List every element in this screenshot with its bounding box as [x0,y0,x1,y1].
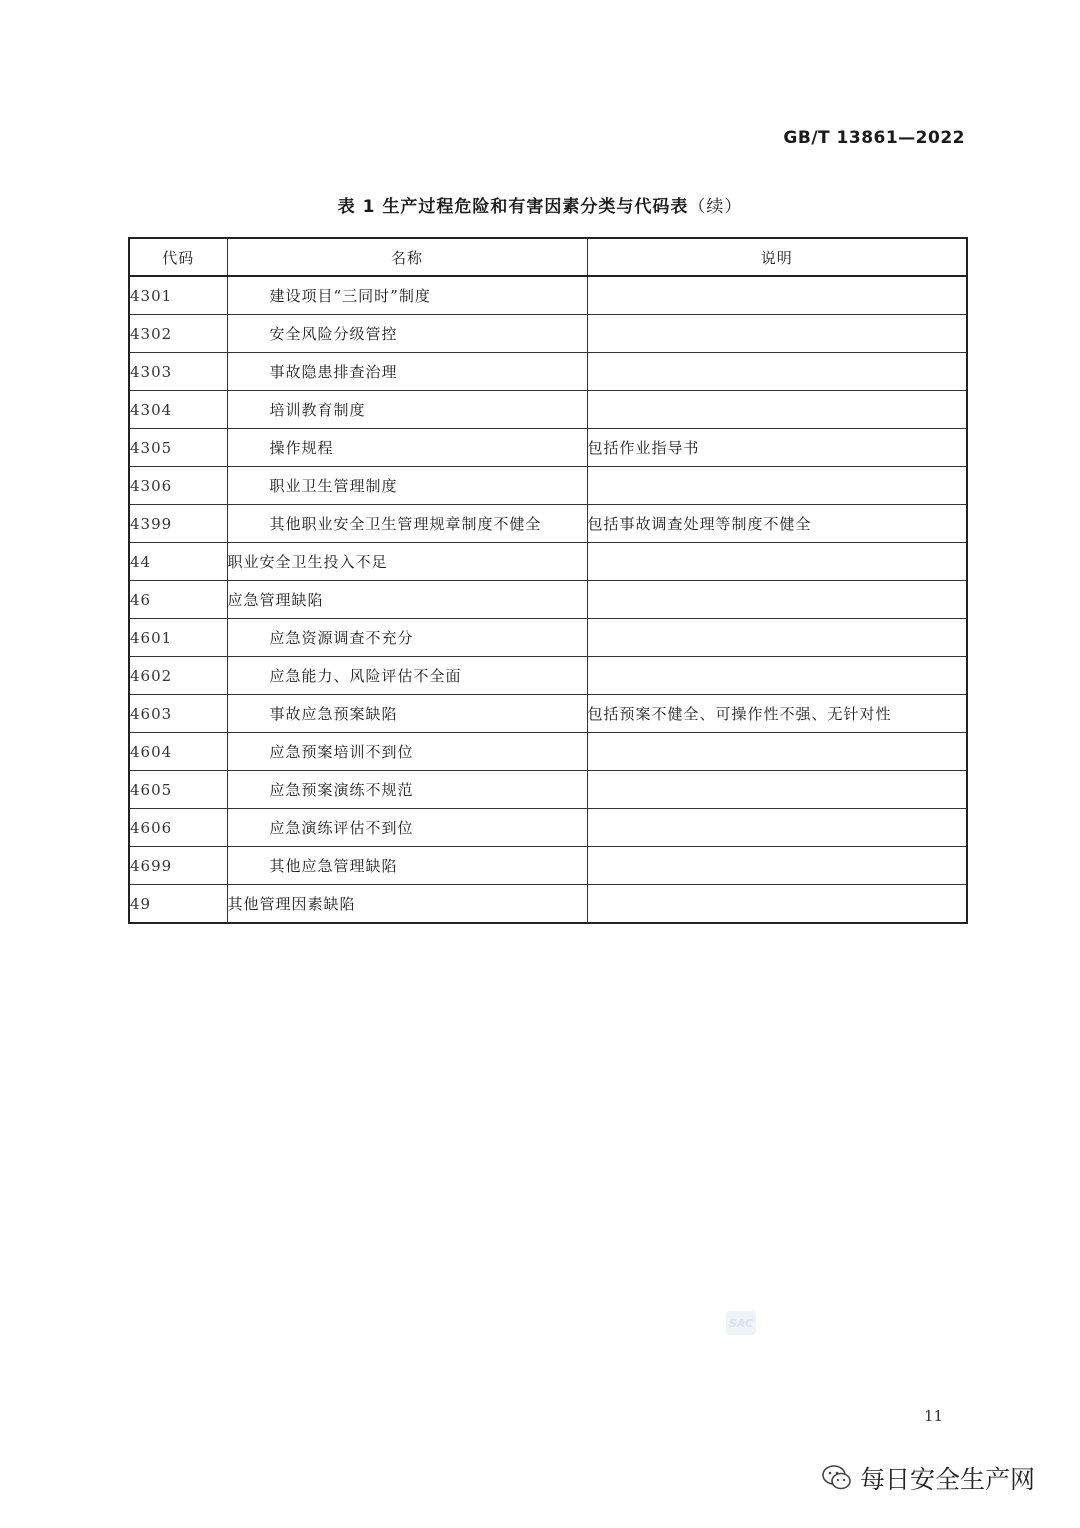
row-code: 4604 [129,733,227,771]
row-description [587,885,967,924]
table-row [129,885,967,924]
row-description [587,276,967,315]
table-row [129,467,967,505]
row-name: 应急资源调查不充分 [227,619,587,657]
row-description [587,733,967,771]
row-code: 4302 [129,315,227,353]
header-code: 代码 [129,238,227,276]
wechat-account-name: 每日安全生产网 [860,1465,1036,1494]
row-description: 包括作业指导书 [587,429,967,467]
row-description [587,543,967,581]
row-code: 4304 [129,391,227,429]
row-description: 包括预案不健全、可操作性不强、无针对性 [587,695,967,733]
row-description [587,581,967,619]
row-description [587,619,967,657]
header-description: 说明 [587,238,967,276]
table-title [0,192,1080,217]
table-row [129,315,967,353]
row-name: 职业卫生管理制度 [227,467,587,505]
hazard-code-table [128,237,968,924]
table-body [129,276,967,923]
row-description [587,809,967,847]
row-name: 其他应急管理缺陷 [227,847,587,885]
row-code: 4603 [129,695,227,733]
row-name: 应急演练评估不到位 [227,809,587,847]
row-name: 安全风险分级管控 [227,315,587,353]
row-name: 建设项目“三同时”制度 [227,276,587,315]
row-code: 4601 [129,619,227,657]
row-code: 4303 [129,353,227,391]
table-title-main: 表 1 生产过程危险和有害因素分类与代码表 [337,197,689,217]
row-description [587,847,967,885]
table-row [129,276,967,315]
row-code: 4301 [129,276,227,315]
table-row [129,429,967,467]
row-description [587,353,967,391]
sac-watermark-logo: SAC [726,1311,756,1335]
table-row [129,733,967,771]
table-row [129,391,967,429]
table-row [129,581,967,619]
row-description: 包括事故调查处理等制度不健全 [587,505,967,543]
table-row [129,543,967,581]
row-name: 职业安全卫生投入不足 [227,543,587,581]
row-name: 应急预案演练不规范 [227,771,587,809]
row-name: 培训教育制度 [227,391,587,429]
row-code: 46 [129,581,227,619]
table-row [129,505,967,543]
row-code: 44 [129,543,227,581]
row-code: 4606 [129,809,227,847]
header-name: 名称 [227,238,587,276]
row-name: 应急能力、风险评估不全面 [227,657,587,695]
row-code: 4306 [129,467,227,505]
page-number: 11 [924,1407,944,1425]
row-name: 其他职业安全卫生管理规章制度不健全 [227,505,587,543]
row-code: 4399 [129,505,227,543]
row-description [587,315,967,353]
table-row [129,847,967,885]
table-row [129,353,967,391]
row-code: 4305 [129,429,227,467]
row-code: 49 [129,885,227,924]
row-name: 操作规程 [227,429,587,467]
table-header-row [129,238,967,276]
row-code: 4699 [129,847,227,885]
table-row [129,619,967,657]
row-name: 应急预案培训不到位 [227,733,587,771]
row-name: 应急管理缺陷 [227,581,587,619]
row-description [587,467,967,505]
row-description [587,657,967,695]
wechat-account-mark [822,1460,1035,1496]
table-row [129,771,967,809]
row-name: 事故应急预案缺陷 [227,695,587,733]
table-row [129,657,967,695]
row-code: 4605 [129,771,227,809]
wechat-icon [822,1465,852,1491]
table-row [129,695,967,733]
row-description [587,771,967,809]
standard-code: GB/T 13861—2022 [783,128,965,148]
row-name: 事故隐患排查治理 [227,353,587,391]
row-name: 其他管理因素缺陷 [227,885,587,924]
row-description [587,391,967,429]
row-code: 4602 [129,657,227,695]
table-title-suffix: （续） [688,197,743,217]
table-row [129,809,967,847]
